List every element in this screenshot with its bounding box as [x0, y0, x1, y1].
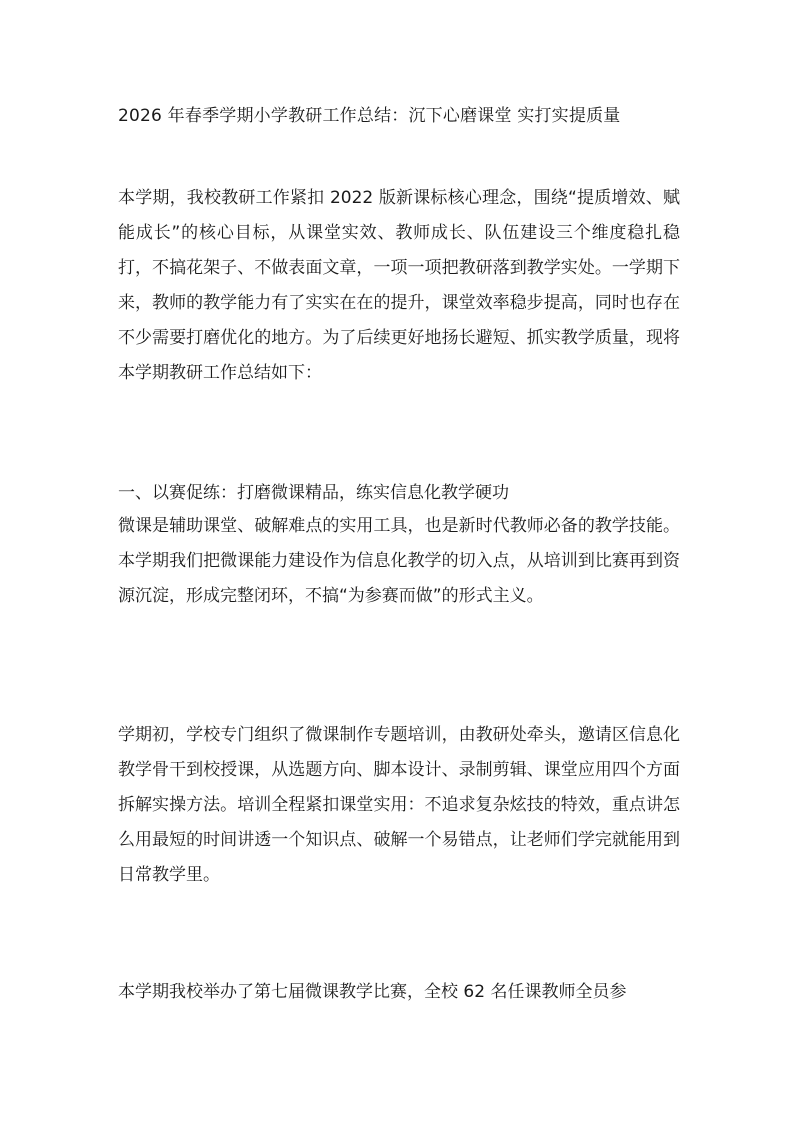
section-1-paragraph-2: 学期初，学校专门组织了微课制作专题培训，由教研处牵头，邀请区信息化教学骨干到校授课，从选题方向、脚本设计、录制剪辑、课堂应用四个方面拆解实操方法。培训全程紧扣课堂实用：不追求复杂炫技的特效，重点讲怎么用最短的时间讲透一个知识点、破解一个易错点，让老师们学完就能用到日常教学里。	[118, 725, 680, 885]
document-title: 2026 年春季学期小学教研工作总结：沉下心磨课堂 实打实提质量	[118, 106, 621, 126]
section-1-heading: 一、以赛促练：打磨微课精品，练实信息化教学硬功	[118, 483, 509, 503]
intro-paragraph: 本学期，我校教研工作紧扣 2022 版新课标核心理念，围绕“提质增效、赋能成长”的核心目标，从课堂实效、教师成长、队伍建设三个维度稳扎稳打，不搞花架子、不做表面文章，一项一项把教研落到教学实处。一学期下来，教师的教学能力有了实实在在的提升，课堂效率稳步提高，同时也存在不少需要打磨优化的地方。为了后续更好地扬长避短、抓实教学质量，现将本学期教研工作总结如下：	[118, 188, 680, 383]
section-1-paragraph-1: 微课是辅助课堂、破解难点的实用工具，也是新时代教师必备的教学技能。本学期我们把微课能力建设作为信息化教学的切入点，从培训到比赛再到资源沉淀，形成完整闭环，不搞“为参赛而做”的形式主义。	[118, 516, 680, 606]
section-1-paragraph-3: 本学期我校举办了第七届微课教学比赛，全校 62 名任课教师全员参	[118, 982, 627, 1002]
